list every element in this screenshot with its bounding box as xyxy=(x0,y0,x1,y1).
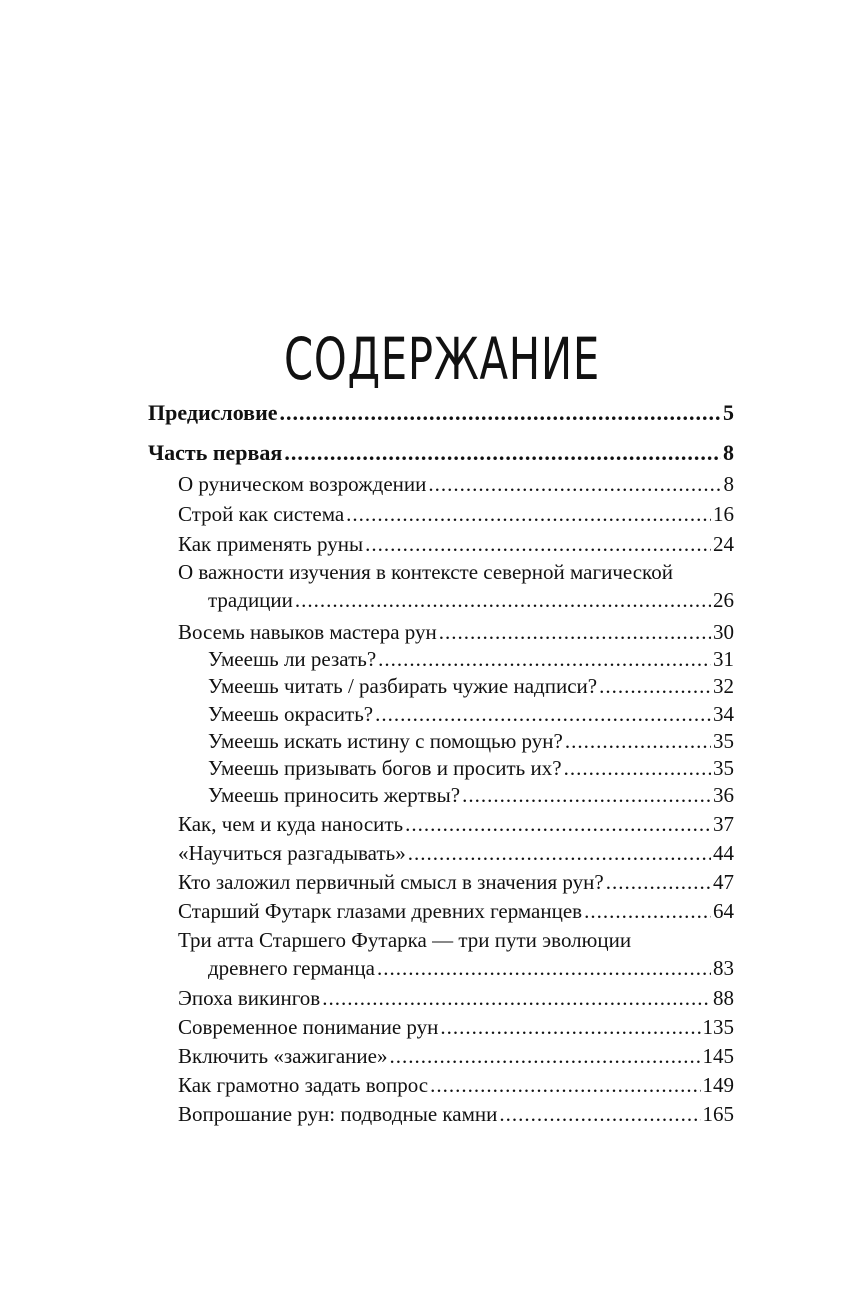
toc-entry[interactable] xyxy=(178,502,734,532)
toc-entry[interactable] xyxy=(208,729,734,759)
toc-entry-page: 34 xyxy=(713,702,734,726)
toc-entry-page: 149 xyxy=(702,1073,734,1097)
toc-entry-label: Умеешь призывать богов и просить их? xyxy=(208,756,562,780)
toc-entry-page: 35 xyxy=(713,729,734,753)
toc-entry-page: 44 xyxy=(713,841,734,865)
dot-leader xyxy=(284,440,721,466)
dot-leader xyxy=(499,1102,700,1127)
toc-entry[interactable] xyxy=(178,841,734,871)
toc-entry-label: Кто заложил первичный смысл в значения рун? xyxy=(178,870,604,894)
toc-entry-label: древнего германца xyxy=(208,956,375,980)
toc-entry-label: Старший Футарк глазами древних германцев xyxy=(178,899,583,923)
toc-entry-label: Современное понимание рун xyxy=(178,1015,439,1039)
toc-entry-page: 26 xyxy=(713,588,734,612)
toc-entry-label: Строй как система xyxy=(178,502,345,526)
toc-entry-page: 36 xyxy=(713,783,734,807)
toc-entry-page: 47 xyxy=(713,870,734,894)
dot-leader xyxy=(606,870,711,895)
toc-entry[interactable] xyxy=(178,472,734,502)
toc-entry-page: 8 xyxy=(723,440,734,465)
dot-leader xyxy=(439,620,711,645)
toc-entry[interactable] xyxy=(208,756,734,786)
dot-leader xyxy=(389,1044,700,1069)
toc-entry[interactable] xyxy=(178,1073,734,1103)
dot-leader xyxy=(440,1015,700,1040)
dot-leader xyxy=(565,729,711,754)
toc-entry-label: Умеешь окрасить? xyxy=(208,702,374,726)
toc-entry-page: 16 xyxy=(713,502,734,526)
toc-entry-label: Умеешь искать истину с помощью рун? xyxy=(208,729,563,753)
toc-entry[interactable] xyxy=(208,702,734,732)
toc-entry[interactable] xyxy=(178,986,734,1016)
dot-leader xyxy=(322,986,711,1011)
toc-entry-label: Предисловие xyxy=(148,400,278,425)
toc-entry-label: Умеешь приносить жертвы? xyxy=(208,783,461,807)
toc-entry-label-line1[interactable]: Три атта Старшего Футарка — три пути эволюции xyxy=(178,928,632,952)
dot-leader xyxy=(280,400,721,426)
toc-entry-label: Умеешь читать / разбирать чужие надписи? xyxy=(208,674,598,698)
dot-leader xyxy=(599,674,711,699)
toc-entry[interactable] xyxy=(178,1102,734,1132)
toc-entry-page: 135 xyxy=(702,1015,734,1039)
toc-entry[interactable] xyxy=(208,588,734,618)
toc-entry[interactable] xyxy=(178,620,734,650)
toc-entry-label: Как грамотно задать вопрос xyxy=(178,1073,429,1097)
toc-entry-label: Вопрошание рун: подводные камни xyxy=(178,1102,498,1126)
dot-leader xyxy=(405,812,711,837)
toc-entry[interactable] xyxy=(208,674,734,704)
toc-entry[interactable] xyxy=(178,812,734,842)
toc-entry[interactable] xyxy=(208,783,734,813)
toc-entry-page: 37 xyxy=(713,812,734,836)
toc-entry-label: Восемь навыков мастера рун xyxy=(178,620,437,644)
dot-leader xyxy=(408,841,711,866)
toc-entry-page: 8 xyxy=(723,472,734,496)
dot-leader xyxy=(564,756,711,781)
toc-entry-page: 145 xyxy=(702,1044,734,1068)
toc-heading: СОДЕРЖАНИЕ xyxy=(283,325,600,393)
toc-entry-label-line1[interactable]: О важности изучения в контексте северной магической xyxy=(178,560,673,584)
toc-entry-page: 83 xyxy=(713,956,734,980)
toc-entry[interactable] xyxy=(178,870,734,900)
toc-entry-label: О руническом возрождении xyxy=(178,472,427,496)
toc-entry[interactable] xyxy=(208,647,734,677)
dot-leader xyxy=(295,588,711,613)
dot-leader xyxy=(428,472,721,497)
dot-leader xyxy=(377,956,711,981)
toc-entry-label: Часть первая xyxy=(148,440,283,465)
toc-entry[interactable] xyxy=(148,440,734,470)
toc-entry-label: Умеешь ли резать? xyxy=(208,647,377,671)
toc-entry-label: Эпоха викингов xyxy=(178,986,321,1010)
dot-leader xyxy=(346,502,711,527)
dot-leader xyxy=(378,647,711,672)
toc-entry-page: 35 xyxy=(713,756,734,780)
toc-entry-page: 30 xyxy=(713,620,734,644)
dot-leader xyxy=(462,783,711,808)
toc-entry[interactable] xyxy=(178,1015,734,1045)
toc-entry-label: «Научиться разгадывать» xyxy=(178,841,406,865)
toc-entry-page: 165 xyxy=(702,1102,734,1126)
toc-entry[interactable] xyxy=(208,956,734,986)
dot-leader xyxy=(430,1073,700,1098)
toc-entry-page: 31 xyxy=(713,647,734,671)
toc-entry[interactable] xyxy=(148,400,734,430)
dot-leader xyxy=(375,702,711,727)
toc-entry[interactable] xyxy=(178,532,734,562)
toc-entry-label: Включить «зажигание» xyxy=(178,1044,388,1068)
toc-entry-label: Как применять руны xyxy=(178,532,364,556)
toc-entry[interactable] xyxy=(178,1044,734,1074)
toc-entry[interactable] xyxy=(178,899,734,929)
toc-entry-page: 64 xyxy=(713,899,734,923)
toc-entry-page: 32 xyxy=(713,674,734,698)
dot-leader xyxy=(584,899,711,924)
toc-entry-label: традиции xyxy=(208,588,293,612)
toc-entry-label: Как, чем и куда наносить xyxy=(178,812,404,836)
toc-entry-page: 24 xyxy=(713,532,734,556)
toc-entry-page: 88 xyxy=(713,986,734,1010)
dot-leader xyxy=(365,532,711,557)
toc-entry-page: 5 xyxy=(723,400,734,425)
